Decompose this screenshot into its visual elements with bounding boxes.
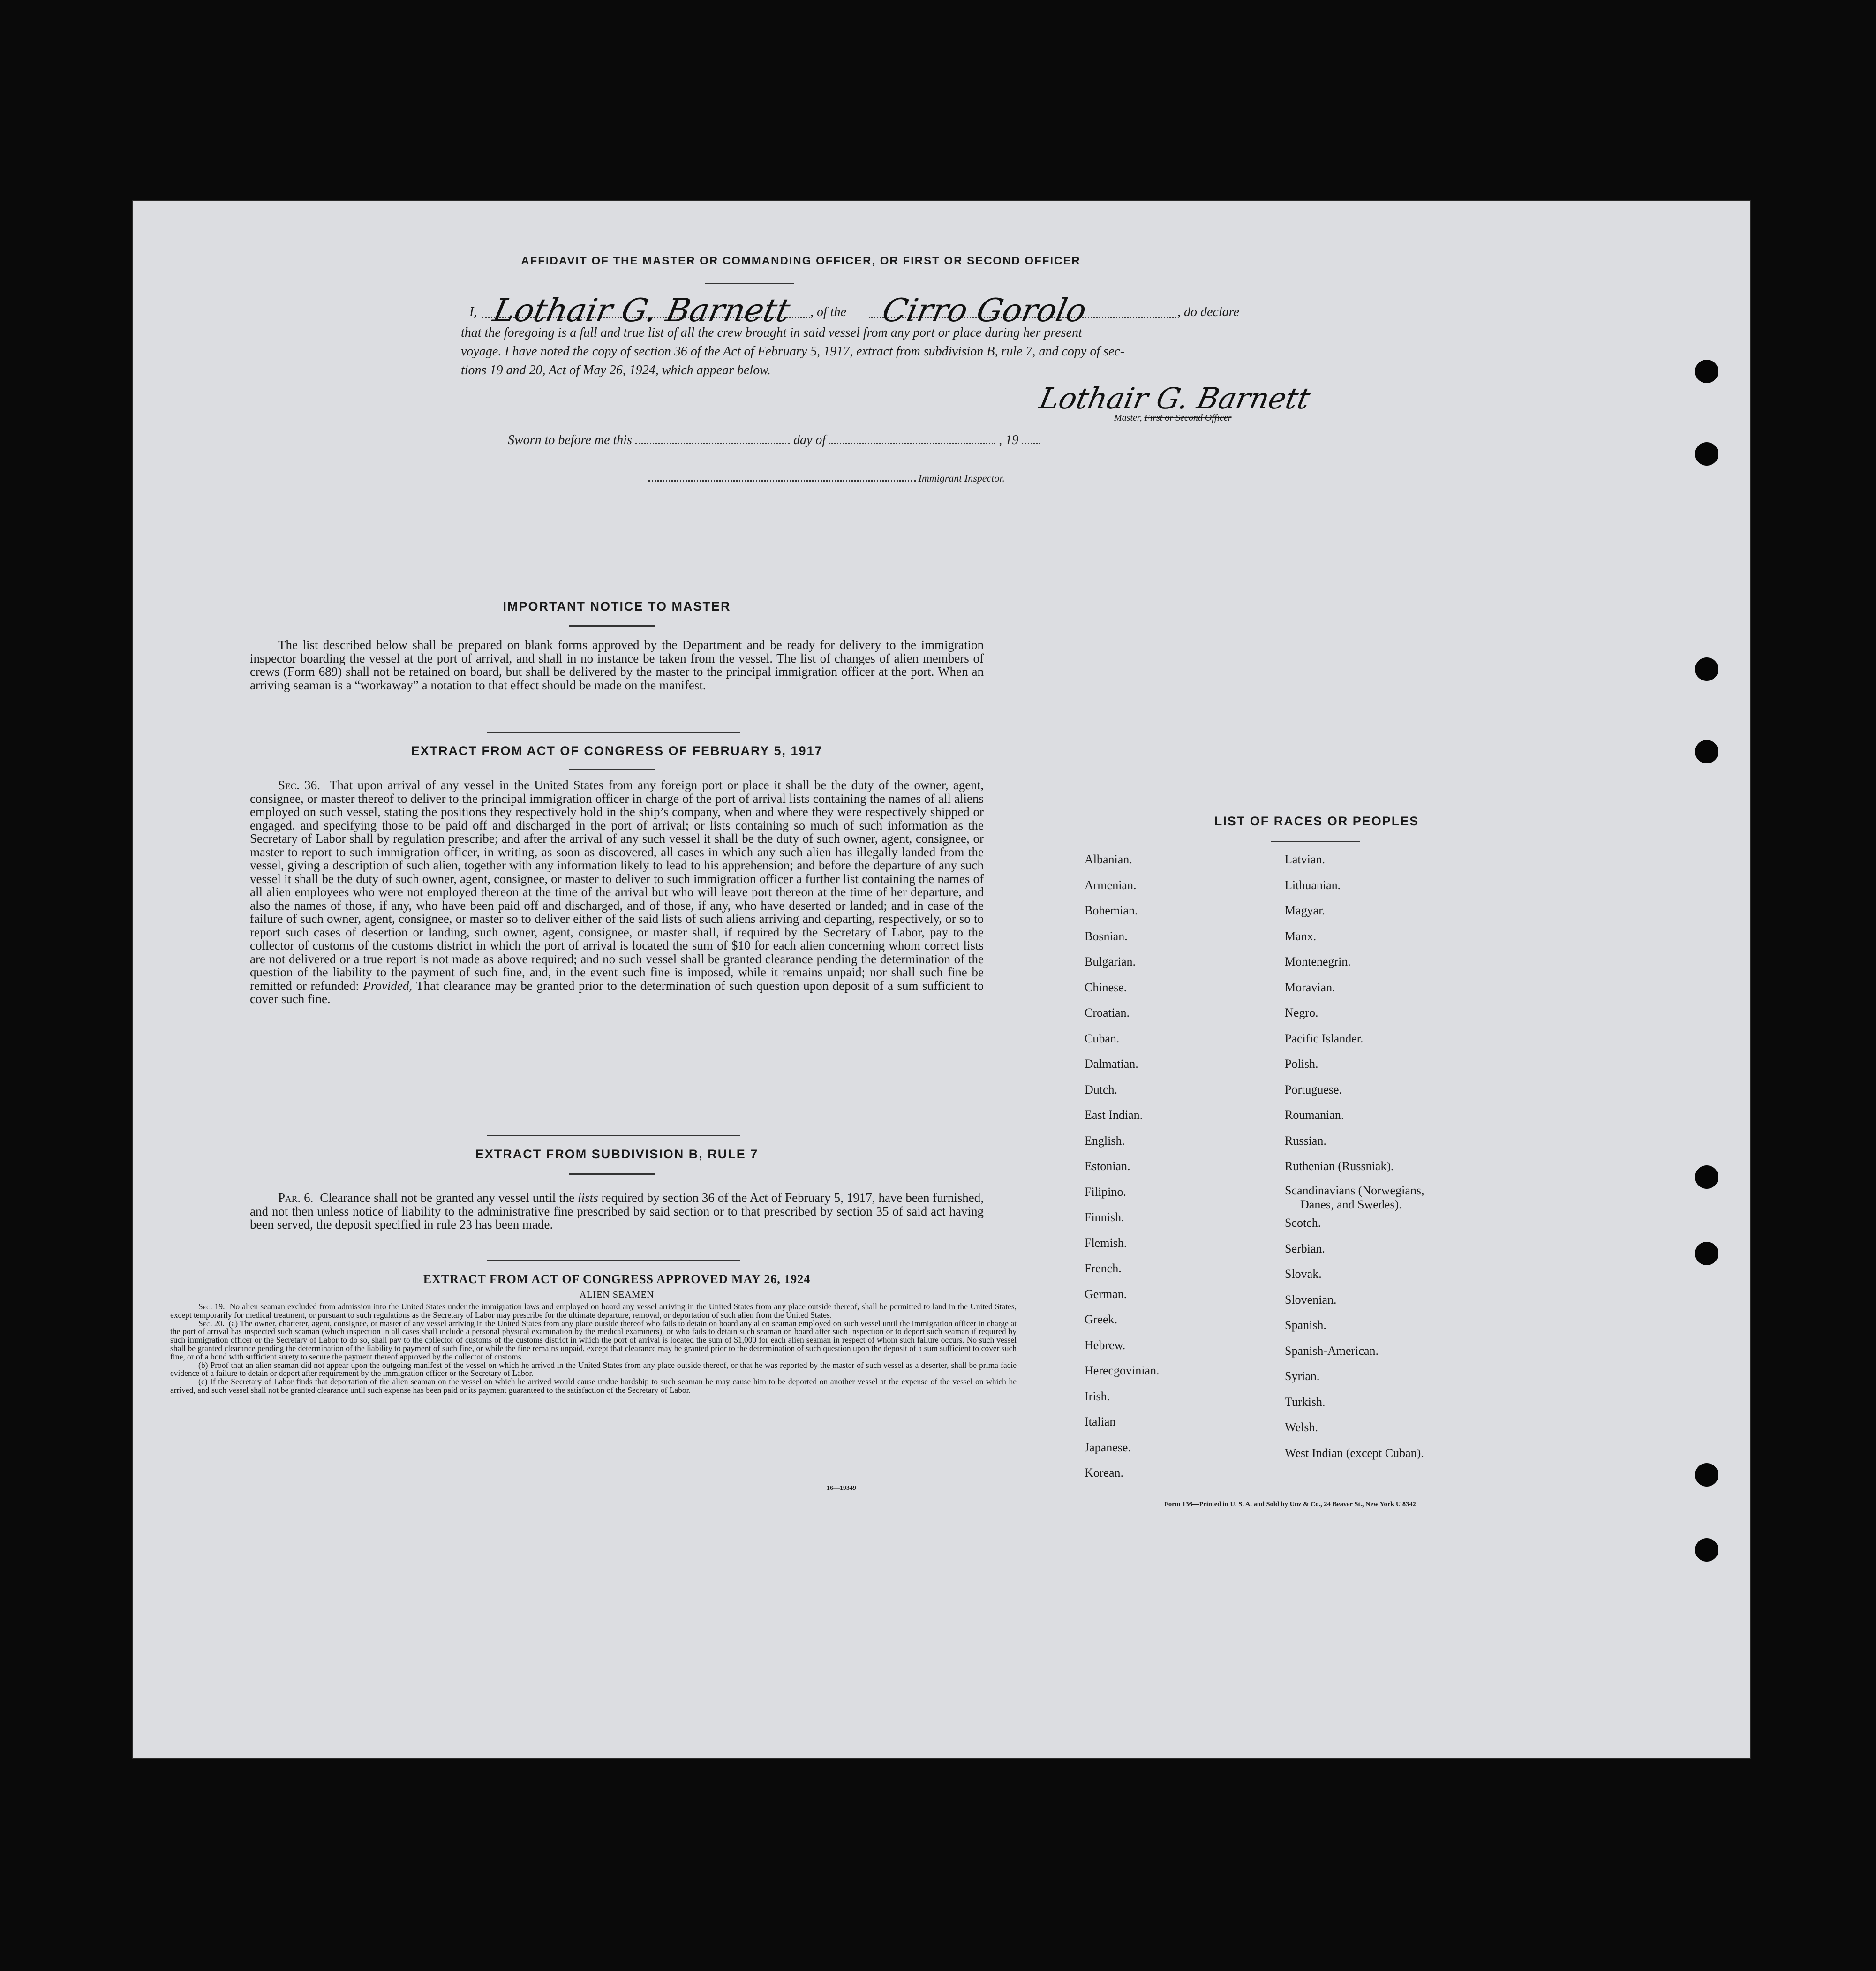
declaration-text xyxy=(461,324,1478,380)
act1917-underline xyxy=(569,769,655,770)
race-item: Irish. xyxy=(1085,1389,1110,1403)
act1917-sec36-text xyxy=(250,778,984,1006)
sec20a-body: (a) The owner, charterer, agent, consignee, or master of any vessel arriving in the United States from any place outside thereof who fails to detain on board any alien seaman employed on such vessel until the immigration officer in charge at the port of arrival has inspected such seaman (which inspection in all cases shall include a personal physical examination by the medical examiners), or who fails to detain such seaman on board after such inspection or to deport such seaman if required by such immigration officer or the Secretary of Labor to do so, shall pay to the collector of customs of the customs district in which the port of arrival is located the sum of $1,000 for each alien seaman in respect of whom such failure occurs. No such vessel shall be granted clearance pending the determination of the liability to payment of such fine, or while the fine remains unpaid, except that clearance may be granted prior to the determination of such question upon the deposit of a sum sufficient to cover such fine, or of a bond with sufficient surety to secure the payment thereof approved by the collector of customs. xyxy=(170,1318,1017,1361)
race-item: Slovak. xyxy=(1285,1267,1322,1281)
signature-caption xyxy=(1114,413,1232,423)
sec36-label: Sec. 36. xyxy=(278,778,320,792)
race-item: Roumanian. xyxy=(1285,1108,1344,1122)
binder-hole xyxy=(1695,1165,1718,1189)
declaration-line-4: tions 19 and 20, Act of May 26, 1924, which appear below. xyxy=(461,363,771,378)
sec19-label: Sec. 19. xyxy=(198,1302,225,1311)
notice-underline xyxy=(569,625,655,627)
race-item: Magyar. xyxy=(1285,904,1325,917)
binder-hole xyxy=(1695,1242,1718,1265)
print-code: 16—19349 xyxy=(827,1485,856,1492)
rule7-title: EXTRACT FROM SUBDIVISION B, RULE 7 xyxy=(475,1147,759,1161)
race-item: Dutch. xyxy=(1085,1082,1118,1096)
rule7-text xyxy=(250,1191,984,1231)
race-item: Korean. xyxy=(1085,1466,1124,1480)
race-item: Moravian. xyxy=(1285,980,1335,994)
race-item: Estonian. xyxy=(1085,1159,1130,1173)
race-item: Spanish. xyxy=(1285,1318,1326,1332)
binder-hole xyxy=(1695,1463,1718,1487)
form-footer: Form 136—Printed in U. S. A. and Sold by Unz & Co., 24 Beaver St., New York U 8342 xyxy=(1164,1501,1416,1508)
race-item: Herecgovinian. xyxy=(1085,1364,1160,1377)
sworn-line xyxy=(508,430,1040,448)
vessel-name-handwritten: Cirro Gorolo xyxy=(879,292,1090,329)
rule7-underline xyxy=(569,1173,655,1175)
race-item: Portuguese. xyxy=(1285,1082,1342,1096)
race-item: Pacific Islander. xyxy=(1285,1031,1364,1045)
document-page xyxy=(133,201,1750,1758)
race-item: Manx. xyxy=(1285,929,1317,943)
race-item: Montenegrin. xyxy=(1285,955,1351,968)
rule7-body-a: Clearance shall not be granted any vessel until the xyxy=(320,1191,575,1205)
race-item: Cuban. xyxy=(1085,1031,1120,1045)
year-prefix: , 19 xyxy=(999,433,1019,447)
race-item: Polish. xyxy=(1285,1057,1318,1071)
binder-hole xyxy=(1695,442,1718,466)
race-item: Italian xyxy=(1085,1415,1116,1428)
lists-word: lists xyxy=(578,1191,598,1205)
race-item: Albanian. xyxy=(1085,853,1132,866)
act1917-title: EXTRACT FROM ACT OF CONGRESS OF FEBRUARY 5, 1917 xyxy=(411,744,823,758)
sworn-month-blank xyxy=(829,430,995,444)
inspector-line xyxy=(648,468,1005,484)
act1924-subtitle: ALIEN SEAMEN xyxy=(579,1290,655,1300)
affidavit-title: AFFIDAVIT OF THE MASTER OR COMMANDING OFFICER, OR FIRST OR SECOND OFFICER xyxy=(521,255,1081,267)
par6-label: Par. 6. xyxy=(278,1191,314,1205)
race-item: Welsh. xyxy=(1285,1420,1318,1434)
race-item: Latvian. xyxy=(1285,853,1325,866)
race-item: West Indian (except Cuban). xyxy=(1285,1446,1424,1460)
declaration-line-2: that the foregoing is a full and true list of all the crew brought in said vessel from any port or place during her present xyxy=(461,325,1082,340)
rule7-body-b: required by section 36 of the Act of February 5, 1917, have been furnished, and not then unless notice of liability to the administrative fine prescribed by said section or to that prescribed by section 35 of said act having been served, the deposit specified in rule 23 has been made. xyxy=(250,1191,984,1231)
race-item: Japanese. xyxy=(1085,1440,1131,1454)
race-item: Russian. xyxy=(1285,1133,1326,1148)
binder-hole xyxy=(1695,657,1718,681)
master-name-handwritten: Lothair G. Barnett xyxy=(490,292,793,329)
race-item: English. xyxy=(1085,1133,1125,1148)
race-item: Finnish. xyxy=(1085,1210,1124,1224)
sec20a-paragraph xyxy=(170,1320,1017,1361)
race-item: Bulgarian. xyxy=(1085,955,1136,968)
inspector-blank xyxy=(648,468,916,482)
race-item: Flemish. xyxy=(1085,1236,1127,1250)
affidavit-i-label: I, xyxy=(469,305,477,319)
affidavit-of-the-label: , of the xyxy=(810,305,846,319)
sec20b-paragraph: (b) Proof that an alien seaman did not appear upon the outgoing manifest of the vessel on which he arrived in the United States from any place outside thereof, or that he was reported by the master of such vessel as a deserter, shall be prima facie evidence of a failure to detain or deport after requirement by the immigration officer or the Secretary of Labor. xyxy=(170,1360,1017,1378)
race-item: Scandinavians (Norwegians, xyxy=(1285,1183,1424,1197)
master-signature: Lothair G. Barnett xyxy=(1036,381,1313,415)
act1924-text xyxy=(170,1303,1017,1395)
race-item: Slovenian. xyxy=(1285,1292,1337,1306)
race-item: Turkish. xyxy=(1285,1395,1326,1409)
sworn-label: Sworn to before me this xyxy=(508,433,632,447)
binder-hole xyxy=(1695,740,1718,763)
binder-hole xyxy=(1695,360,1718,383)
declaration-line-3: voyage. I have noted the copy of section 36 of the Act of February 5, 1917, extract from subdivision B, rule 7, and copy of sec- xyxy=(461,344,1125,359)
divider-2 xyxy=(487,1135,740,1136)
race-item: Negro. xyxy=(1285,1006,1318,1019)
act1924-title: EXTRACT FROM ACT OF CONGRESS APPROVED MAY 26, 1924 xyxy=(423,1272,811,1286)
sec20-label: Sec. 20. xyxy=(198,1318,225,1328)
affidavit-declare-label: , do declare xyxy=(1177,305,1239,319)
race-item: Croatian. xyxy=(1085,1006,1130,1019)
sworn-day-blank xyxy=(635,430,790,444)
race-item: German. xyxy=(1085,1287,1127,1301)
signature-caption-master: Master, xyxy=(1114,413,1142,423)
title-underline xyxy=(705,283,794,284)
notice-title: IMPORTANT NOTICE TO MASTER xyxy=(503,599,731,613)
races-title: LIST OF RACES OR PEOPLES xyxy=(1214,814,1419,828)
race-item: Scotch. xyxy=(1285,1216,1321,1230)
race-item: Filipino. xyxy=(1085,1185,1126,1199)
binder-hole xyxy=(1695,1538,1718,1562)
race-item: Bohemian. xyxy=(1085,904,1138,917)
inspector-label: Immigrant Inspector. xyxy=(918,472,1005,484)
race-item: Bosnian. xyxy=(1085,929,1128,943)
provided-word: Provided, xyxy=(363,978,413,993)
race-item: Dalmatian. xyxy=(1085,1057,1138,1071)
race-item: Danes, and Swedes). xyxy=(1300,1197,1402,1211)
divider-1 xyxy=(487,732,740,733)
race-item: Spanish-American. xyxy=(1285,1344,1379,1358)
race-item: Lithuanian. xyxy=(1285,878,1341,892)
signature-caption-struck: First or Second Officer xyxy=(1144,413,1232,423)
day-of-label: day of xyxy=(793,433,826,447)
sec19-body: No alien seaman excluded from admission into the United States under the immigration laws and employed on board any vessel arriving in the United States from any place outside thereof, shall be permitted to land in the United States, except temporarily for medical treatment, or pursuant to such regulations as the Secretary of Labor may prescribe for the ultimate departure, removal, or deportation of such alien from the United States. xyxy=(170,1302,1017,1320)
divider-3 xyxy=(487,1260,740,1261)
race-item: Ruthenian (Russniak). xyxy=(1285,1159,1394,1173)
race-item: East Indian. xyxy=(1085,1108,1143,1122)
race-item: French. xyxy=(1085,1261,1122,1275)
sworn-year-blank xyxy=(1022,430,1040,444)
sec20c-paragraph: (c) If the Secretary of Labor finds that deportation of the alien seaman on the vessel on which he arrived would cause undue hardship to such seaman he may cause him to be deported on another vessel at the expense of the vessel on which he arrived, and such vessel shall not be granted clearance until such expense has been paid or its payment guaranteed to the satisfaction of the Secretary of Labor. xyxy=(170,1377,1017,1395)
race-item: Chinese. xyxy=(1085,980,1127,994)
sec19-paragraph xyxy=(170,1303,1017,1320)
races-underline xyxy=(1271,841,1360,842)
race-item: Serbian. xyxy=(1285,1241,1325,1255)
notice-text: The list described below shall be prepared on blank forms approved by the Department and be ready for delivery to the immigration inspector boarding the vessel at the port of arrival, and shall in no instance be taken from the vessel. The list of changes of alien members of crews (Form 689) shall not be retained on board, but shall be delivered by the master to the principal immigration officer at the port. When an arriving seaman is a “workaway” a notation to that effect should be made on the manifest. xyxy=(250,638,984,692)
race-item: Armenian. xyxy=(1085,878,1137,892)
race-item: Hebrew. xyxy=(1085,1338,1126,1352)
sec36-body: That upon arrival of any vessel in the United States from any foreign port or place it shall be the duty of the owner, agent, consignee, or master thereof to deliver to the principal immigration officer in charge of the port of arrival lists containing the names of all aliens employed on such vessel, stating the positions they respectively hold in the ship’s company, when and where they were respectively shipped or engaged, and specifying those to be paid off and discharged in the port of arrival; or lists containing so much of such information as the Secretary of Labor shall by regulation prescribe; and after the arrival of any such vessel it shall be the duty of such owner, agent, consignee, or master to report to such immigration officer, in writing, as soon as discovered, all cases in which any such alien has illegally landed from the vessel, giving a description of such alien, together with any information likely to lead to his apprehension; and before the departure of any such vessel it shall be the duty of such owner, agent, consignee, or master to deliver to such immigration officer a further list containing the names of all alien employees who were not employed thereon at the time of the arrival but who will leave port thereon at the time of her departure, and also the names of those, if any, who have been paid off and discharged, and of those, if any, who have deserted or landed; and in case of the failure of such owner, agent, consignee, or master so to deliver either of the said lists of such aliens arriving and departing, respectively, or so to report such cases of desertion or landing, such owner, agent, consignee, or master shall, if required by the Secretary of Labor, pay to the collector of customs of the customs district in which the port of arrival is located the sum of $10 for each alien concerning whom correct lists are not delivered or a true report is not made as above required; and no such vessel shall be granted clearance pending the determination of the question of the liability to the payment of such fine, and, in the event such fine is imposed, while it remains unpaid; nor shall such fine be remitted or refunded: xyxy=(250,778,984,993)
race-item: Syrian. xyxy=(1285,1369,1320,1383)
sec36-body-end: That clearance may be granted prior to the determination of such question upon deposit of a sum sufficient to cover such fine. xyxy=(250,978,984,1006)
race-item: Greek. xyxy=(1085,1313,1118,1326)
